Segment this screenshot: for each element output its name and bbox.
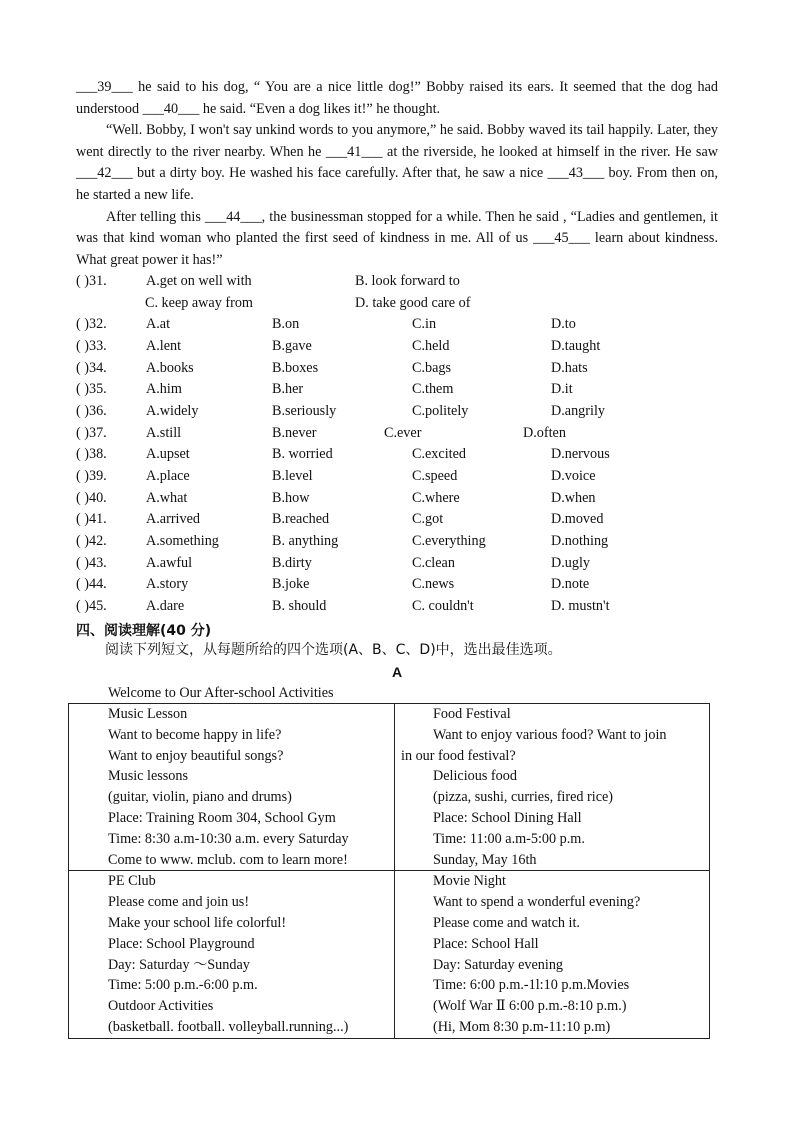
option-a: A.story xyxy=(146,576,189,592)
option-a: A.get on well with xyxy=(146,273,252,289)
option-b: B.dirty xyxy=(272,555,312,571)
option-b: B.her xyxy=(272,381,304,397)
option-d: D. take good care of xyxy=(355,295,471,311)
question-row xyxy=(76,379,726,401)
option-b: B.reached xyxy=(272,511,330,527)
question-number: ( )45. xyxy=(76,598,107,614)
question-row xyxy=(76,314,726,336)
cell-line: Want to enjoy beautiful songs? xyxy=(108,747,284,764)
option-b: B. look forward to xyxy=(355,273,460,289)
option-c: C.speed xyxy=(412,468,458,484)
option-d: D.to xyxy=(551,316,576,332)
cell-line: Music Lesson xyxy=(108,706,188,722)
cell-line: Music lessons xyxy=(108,768,189,785)
cell-line: Time: 11:00 a.m-5:00 p.m. xyxy=(433,830,585,847)
option-d: D.hats xyxy=(551,360,588,376)
passage-paragraph: After telling this ___44___, the businessman stopped for a while. Then he said , “Ladies and gentlemen, it was that kind woman who planted the first seed of kindness in me. All of us ___45___ learn about kindness. What great power it has!” xyxy=(76,208,718,268)
cell-line: Outdoor Activities xyxy=(108,998,214,1015)
question-row xyxy=(76,596,726,618)
cell-line: Want to spend a wonderful evening? xyxy=(433,894,641,911)
option-c: C.where xyxy=(412,490,460,506)
option-b: B. anything xyxy=(272,533,339,549)
question-number: ( )34. xyxy=(76,360,107,376)
cell-line: Day: Saturday ～Sunday xyxy=(108,956,250,973)
option-d: D.ugly xyxy=(551,555,591,571)
question-row xyxy=(76,423,726,445)
option-a: A.at xyxy=(146,316,171,332)
cell-line: (Wolf War Ⅱ 6:00 p.m.-8:10 p.m.) xyxy=(433,998,627,1015)
option-c: C.everything xyxy=(412,533,486,549)
cell-line: Place: School Playground xyxy=(108,935,255,952)
cell-line: Time: 8:30 a.m-10:30 a.m. every Saturday xyxy=(108,830,349,847)
option-c: C. couldn't xyxy=(412,598,474,614)
option-d: D.when xyxy=(551,490,596,506)
option-b: B.boxes xyxy=(272,360,319,376)
question-row xyxy=(76,444,726,466)
question-row xyxy=(76,509,726,531)
question-number: ( )33. xyxy=(76,338,107,354)
option-a: A.dare xyxy=(146,598,185,614)
option-b: B. worried xyxy=(272,446,333,462)
question-row xyxy=(76,553,726,575)
cell-line: Please come and watch it. xyxy=(433,914,580,931)
option-a: A.place xyxy=(146,468,190,484)
passage-paragraph: ___39___ he said to his dog, “ You are a nice little dog!” Bobby raised its ears. It seemed that the dog had understood ___40___ he said. “Even a dog likes it!” he thought. xyxy=(76,79,718,117)
question-number: ( )38. xyxy=(76,446,107,462)
option-c: C.clean xyxy=(412,555,455,571)
option-a: A.upset xyxy=(146,446,190,462)
question-number: ( )35. xyxy=(76,381,107,397)
option-d: D.angrily xyxy=(551,403,605,419)
option-d: D.nervous xyxy=(551,446,610,462)
music-lesson-cell xyxy=(69,704,395,871)
cell-line: (Hi, Mom 8:30 p.m-11:10 p.m) xyxy=(433,1018,611,1035)
option-a: A.widely xyxy=(146,403,199,419)
question-number: ( )31. xyxy=(76,273,107,289)
option-c: C. keep away from xyxy=(145,295,253,311)
option-c: C.got xyxy=(412,511,444,527)
question-row xyxy=(76,271,726,293)
question-number: ( )43. xyxy=(76,555,107,571)
option-a: A.something xyxy=(146,533,219,549)
option-a: A.still xyxy=(146,425,182,441)
option-a: A.lent xyxy=(146,338,182,354)
option-b: B.on xyxy=(272,316,300,332)
option-d: D.taught xyxy=(551,338,601,354)
cell-line: Food Festival xyxy=(433,706,511,722)
question-row xyxy=(76,574,726,596)
question-row xyxy=(76,488,726,510)
option-d: D. mustn't xyxy=(551,598,610,614)
cell-line: Delicious food xyxy=(433,768,517,785)
option-b: B.gave xyxy=(272,338,312,354)
cell-line: Want to become happy in life? xyxy=(108,726,282,743)
option-a: A.books xyxy=(146,360,194,376)
option-c: C.bags xyxy=(412,360,452,376)
cell-line: Day: Saturday evening xyxy=(433,956,564,973)
passage-label: A xyxy=(391,664,403,680)
cell-line: Sunday, May 16th xyxy=(433,851,537,868)
question-number: ( )41. xyxy=(76,511,107,527)
option-d: D.it xyxy=(551,381,573,397)
cell-line: Place: School Dining Hall xyxy=(433,809,582,826)
section-instruction: 阅读下列短文，从每题所给的四个选项(A、B、C、D)中，选出最佳选项。 xyxy=(105,642,562,658)
option-c: C.them xyxy=(412,381,454,397)
option-b: B. should xyxy=(272,598,327,614)
cell-line: Come to www. mclub. com to learn more! xyxy=(108,851,348,868)
option-b: B.level xyxy=(272,468,313,484)
section-heading: 四、阅读理解(40 分) xyxy=(76,623,212,639)
cell-line: Time: 6:00 p.m.-1l:10 p.m.Movies xyxy=(433,977,630,994)
question-row xyxy=(76,401,726,423)
option-a: A.arrived xyxy=(146,511,200,527)
option-a: A.him xyxy=(146,381,182,397)
option-c: C.in xyxy=(412,316,437,332)
option-c: C.ever xyxy=(384,425,422,441)
option-d: D.moved xyxy=(551,511,604,527)
cell-line: Place: Training Room 304, School Gym xyxy=(108,809,336,826)
passage-paragraph: “Well. Bobby, I won't say unkind words to you anymore,” he said. Bobby waved its tail happily. Later, they went directly to the river nearby. When he ___41___ at the riverside, he looked at himself in the river. He saw ___42___ but a dirty boy. He washed his face carefully. After that, he saw a nice ___43___ boy. From then on, he started a new life. xyxy=(76,122,718,203)
question-number: ( )39. xyxy=(76,468,107,484)
option-c: C.news xyxy=(412,576,455,592)
cell-line: Please come and join us! xyxy=(108,894,250,911)
cell-line: Make your school life colorful! xyxy=(108,914,287,931)
question-number: ( )32. xyxy=(76,316,107,332)
pe-club-cell xyxy=(69,871,395,1038)
cell-line: Want to enjoy various food? Want to join xyxy=(433,726,667,743)
question-row-cont xyxy=(76,293,726,315)
question-row xyxy=(76,466,726,488)
option-b: B.seriously xyxy=(272,403,337,419)
option-a: A.what xyxy=(146,490,188,506)
question-row xyxy=(76,336,726,358)
ads-title: Welcome to Our After-school Activities xyxy=(108,685,334,701)
cell-line: Place: School Hall xyxy=(433,935,539,952)
cell-line: (basketball. football. volleyball.running...) xyxy=(108,1018,349,1035)
option-b: B.how xyxy=(272,490,310,506)
question-number: ( )44. xyxy=(76,576,107,592)
question-number: ( )37. xyxy=(76,425,107,441)
cell-line: PE Club xyxy=(108,873,156,890)
option-d: D.note xyxy=(551,576,590,592)
option-c: C.held xyxy=(412,338,450,354)
cell-line: Time: 5:00 p.m.-6:00 p.m. xyxy=(108,977,258,994)
movie-night-cell xyxy=(395,871,710,1038)
cloze-passage xyxy=(76,77,718,271)
activities-table xyxy=(68,703,710,1039)
option-c: C.excited xyxy=(412,446,466,462)
option-d: D.nothing xyxy=(551,533,609,549)
food-festival-cell xyxy=(395,704,710,871)
question-number: ( )40. xyxy=(76,490,107,506)
option-d: D.voice xyxy=(551,468,596,484)
question-number: ( )42. xyxy=(76,533,107,549)
option-b: B.never xyxy=(272,425,317,441)
cell-line: Movie Night xyxy=(433,873,506,890)
cell-line: in our food festival? xyxy=(401,747,516,764)
question-row xyxy=(76,358,726,380)
question-row xyxy=(76,531,726,553)
option-d: D.often xyxy=(523,425,566,441)
cell-line: (guitar, violin, piano and drums) xyxy=(108,789,292,806)
cell-line: (pizza, sushi, curries, fired rice) xyxy=(433,789,614,806)
question-number: ( )36. xyxy=(76,403,107,419)
option-b: B.joke xyxy=(272,576,310,592)
option-a: A.awful xyxy=(146,555,193,571)
option-c: C.politely xyxy=(412,403,469,419)
